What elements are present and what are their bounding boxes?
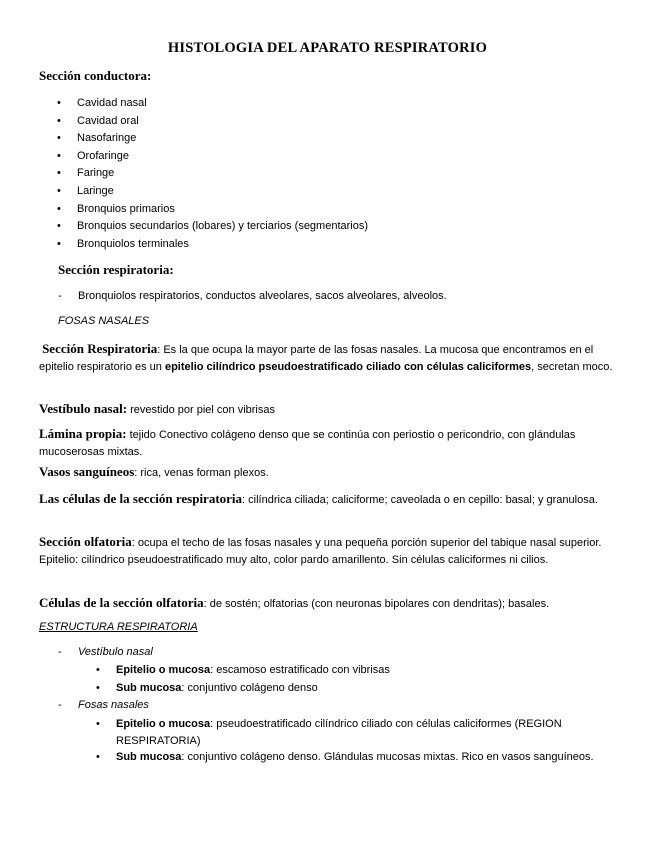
list-item: • Bronquios primarios	[57, 202, 175, 215]
respiratoria-item: - Bronquiolos respiratorios, conductos alveolares, sacos alveolares, alveolos.	[58, 290, 447, 302]
list-item: • Nasofaringe	[57, 132, 137, 145]
list-item: • Sub mucosa: conjuntivo colágeno denso. Glándulas mucosas mixtas. Rico en vasos sanguíneos.	[96, 751, 594, 763]
list-item: • Faringe	[57, 167, 115, 180]
seccion-olfatoria-paragraph: Sección olfatoria: ocupa el techo de las fosas nasales y una pequeña porción superior del tabique nasal superior. Epitelio: cilíndrico pseudoestratificado muy alto, color pardo amarillento. Sin células caliciformes ni cilios.	[39, 534, 602, 566]
lamina-propia-paragraph: Lámina propia: tejido Conectivo colágeno denso que se continúa con periostio o pericondrio, con glándulas mucoserosas mixtas.	[39, 426, 576, 458]
vasos-paragraph: Vasos sanguíneos: rica, venas forman plexos.	[39, 464, 269, 479]
seccion-respiratoria-paragraph: Sección Respiratoria: Es la que ocupa la mayor parte de las fosas nasales. La mucosa que encontramos en el epitelio respiratorio es un epitelio cilíndrico pseudoestratificado ciliado con células caliciformes, secretan moco.	[39, 341, 613, 373]
list-item: • Orofaringe	[57, 149, 129, 162]
conductora-list	[57, 95, 368, 253]
fosas-nasales-heading: FOSAS NASALES	[58, 315, 150, 327]
list-item: • Bronquiolos terminales	[57, 237, 189, 250]
vestibulo-paragraph: Vestíbulo nasal: revestido por piel con vibrisas	[39, 401, 275, 416]
list-item: • Sub mucosa: conjuntivo colágeno denso	[96, 682, 318, 694]
estructura-group-fosas: - Fosas nasales	[58, 699, 149, 711]
document-title: HISTOLOGIA DEL APARATO RESPIRATORIO	[167, 40, 488, 56]
list-item: • Laringe	[57, 184, 114, 197]
celulas-respiratoria-paragraph: Las células de la sección respiratoria: cilíndrica ciliada; caliciforme; caveolada o en cepillo: basal; y granulosa.	[39, 491, 598, 506]
estructura-group-vestibulo: - Vestíbulo nasal	[58, 646, 153, 658]
seccion-respiratoria-heading: Sección respiratoria:	[58, 262, 174, 277]
celulas-olfatoria-paragraph: Células de la sección olfatoria: de sostén; olfatorias (con neuronas bipolares con dendritas); basales.	[39, 595, 550, 610]
list-item: • Epitelio o mucosa: pseudoestratificado cilíndrico ciliado con células caliciformes (REGION RESPIRATORIA)	[96, 718, 562, 747]
seccion-conductora-heading: Sección conductora:	[39, 68, 152, 83]
list-item: • Cavidad nasal	[57, 97, 147, 109]
list-item: • Epitelio o mucosa: escamoso estratificado con vibrisas	[96, 664, 390, 676]
list-item: • Bronquios secundarios (lobares) y terciarios (segmentarios)	[57, 220, 369, 233]
list-item: • Cavidad oral	[57, 114, 139, 127]
estructura-respiratoria-heading: ESTRUCTURA RESPIRATORIA	[39, 621, 198, 633]
